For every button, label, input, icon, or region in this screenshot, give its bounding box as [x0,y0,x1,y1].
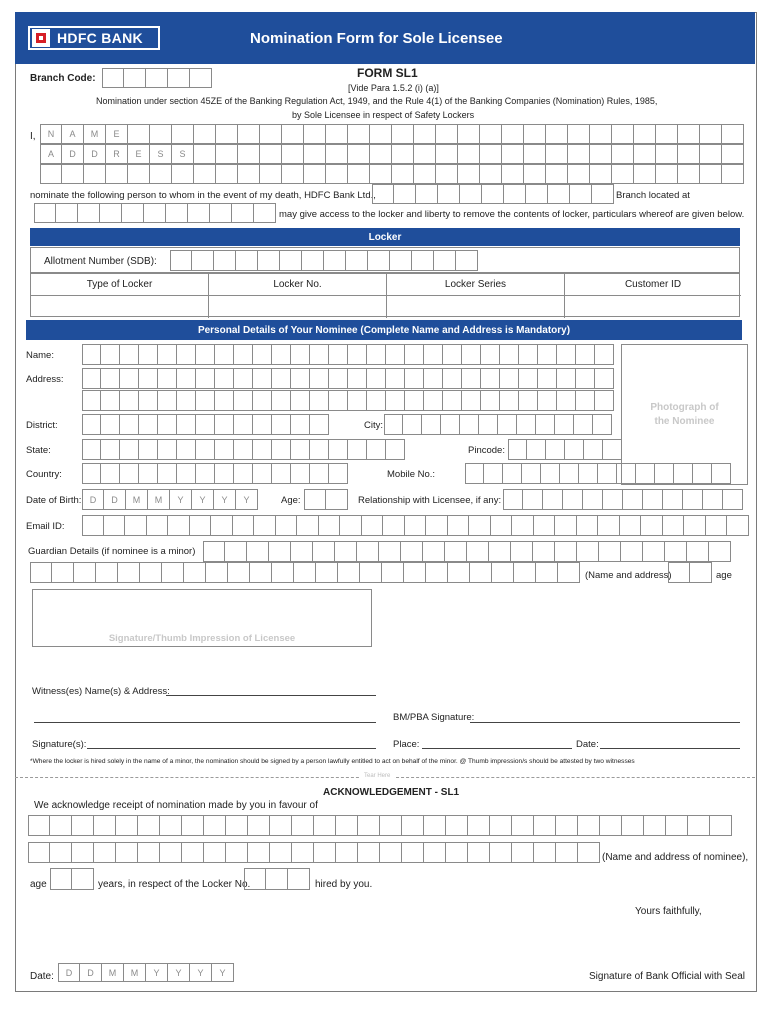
ack-receipt-text: We acknowledge receipt of nomination made by you in favour of [34,800,318,811]
licensee-address-boxes[interactable]: A D D R E S S [40,144,744,164]
email-label: Email ID: [26,521,65,532]
mobile-label: Mobile No.: [387,469,436,480]
district-boxes[interactable] [82,414,329,435]
country-label: Country: [26,469,62,480]
col-locker-series: Locker Series [387,274,565,296]
dob-label: Date of Birth: [26,495,82,506]
nominee-name-boxes[interactable] [82,344,614,365]
type-of-locker-input[interactable] [31,296,209,318]
date-line[interactable] [600,748,740,749]
branch-location-boxes[interactable] [34,203,276,223]
hdfc-logo-icon [32,29,50,47]
allotment-label: Allotment Number (SDB): [44,256,157,267]
locker-table [30,273,740,317]
ack-nominee-boxes-1[interactable] [28,815,732,836]
guardian-age-label: age [716,570,732,581]
nominee-address-boxes-1[interactable] [82,368,614,389]
ack-nominee-boxes-2[interactable] [28,842,600,863]
nominee-name-label: Name: [26,350,54,361]
nominee-photo-box[interactable] [621,344,748,485]
bank-official-signature: Signature of Bank Official with Seal [589,971,746,982]
nominee-address-boxes-2[interactable] [82,390,614,411]
relationship-label: Relationship with Licensee, if any: [358,495,502,506]
col-locker-no: Locker No. [209,274,387,296]
access-text: may give access to the locker and liberty to remove the contents of locker, particulars whereof are given below. [279,209,745,220]
nomination-line-1: Nomination under section 45ZE of the Banking Regulation Act, 1949, and the Rule 4(1) of the Banking Companies (Nomination) Rules, 1985, [96,96,658,106]
tear-here-label: Tear Here [360,773,394,779]
ack-locker-no-boxes[interactable] [244,868,310,890]
state-boxes[interactable] [82,439,405,460]
customer-id-input[interactable] [565,296,741,318]
col-customer-id: Customer ID [565,274,741,296]
pincode-label: Pincode: [468,445,505,456]
signature-box-label: Signature/Thumb Impression of Licensee [108,633,296,644]
footnote: *Where the locker is hired solely in the name of a minor, the nomination should be signed by a person lawfully entitled to act on behalf of the minor. @ Thumb impression/s should be attested by two witnesses [30,758,635,765]
ack-name-address-label: (Name and address of nominee), [602,852,749,863]
i-label: I, [30,131,36,142]
ack-heading: ACKNOWLEDGEMENT - SL1 [323,787,460,798]
locker-no-input[interactable] [209,296,387,318]
guardian-label: Guardian Details (if nominee is a minor) [28,546,196,557]
form-code: FORM SL1 [357,66,418,80]
nominee-address-label: Address: [26,374,64,385]
ack-age-label: age [30,879,47,890]
email-boxes[interactable] [82,515,749,536]
ack-date-label: Date: [30,971,54,982]
yours-faithfully: Yours faithfully, [635,906,702,917]
locker-series-input[interactable] [387,296,565,318]
photo-line-1: Photograph of [650,402,719,413]
city-label: City: [364,420,383,431]
witness-names-line[interactable] [166,695,376,696]
ack-hired-text: hired by you. [315,879,373,890]
photo-line-2: the Nominee [654,416,715,427]
bank-name: HDFC BANK [57,30,143,46]
bm-signature-line[interactable] [470,722,740,723]
witness-names-label: Witness(es) Name(s) & Address: [32,686,170,697]
branch-code-boxes[interactable] [102,68,212,88]
country-boxes[interactable] [82,463,348,484]
col-type-of-locker: Type of Locker [31,274,209,296]
guardian-boxes-2[interactable] [30,562,580,583]
pincode-boxes[interactable] [508,439,622,460]
dob-boxes[interactable]: D D M M Y Y Y Y [82,489,258,510]
licensee-address-boxes-2[interactable] [40,164,744,184]
guardian-boxes-1[interactable] [203,541,731,562]
branch-code-label: Branch Code: [30,73,96,84]
ack-date-boxes[interactable]: D D M M Y Y Y Y [58,963,234,982]
date-label: Date: [576,739,599,750]
page-title: Nomination Form for Sole Licensee [250,30,503,47]
nomination-line-2: by Sole Licensee in respect of Safety Lockers [292,110,475,120]
state-label: State: [26,445,51,456]
para-ref: [Vide Para 1.5.2 (i) (a)] [348,83,439,93]
locker-heading: Locker [30,228,740,246]
ack-age-boxes[interactable] [50,868,94,890]
age-label: Age: [281,495,301,506]
bank-logo [28,26,160,50]
nominee-heading: Personal Details of Your Nominee (Complete Name and Address is Mandatory) [26,320,742,340]
place-line[interactable] [422,748,572,749]
age-boxes[interactable] [304,489,348,510]
allotment-number-boxes[interactable] [170,250,478,271]
relationship-boxes[interactable] [503,489,743,510]
nominate-text: nominate the following person to whom in the event of my death, HDFC Bank Ltd., [30,190,376,201]
signatures-label: Signature(s): [32,739,87,750]
district-label: District: [26,420,58,431]
guardian-name-address-label: (Name and address) [585,570,672,581]
witness-address-line[interactable] [34,722,376,723]
signatures-line[interactable] [87,748,376,749]
guardian-age-boxes[interactable] [668,562,712,583]
bm-signature-label: BM/PBA Signature: [393,712,475,723]
bank-branch-boxes[interactable] [372,184,614,204]
licensee-name-boxes[interactable]: N A M E [40,124,744,144]
ack-years-text: years, in respect of the Locker No. [98,879,251,890]
place-label: Place: [393,739,420,750]
branch-located-label: Branch located at [616,190,690,201]
city-boxes[interactable] [384,414,612,435]
